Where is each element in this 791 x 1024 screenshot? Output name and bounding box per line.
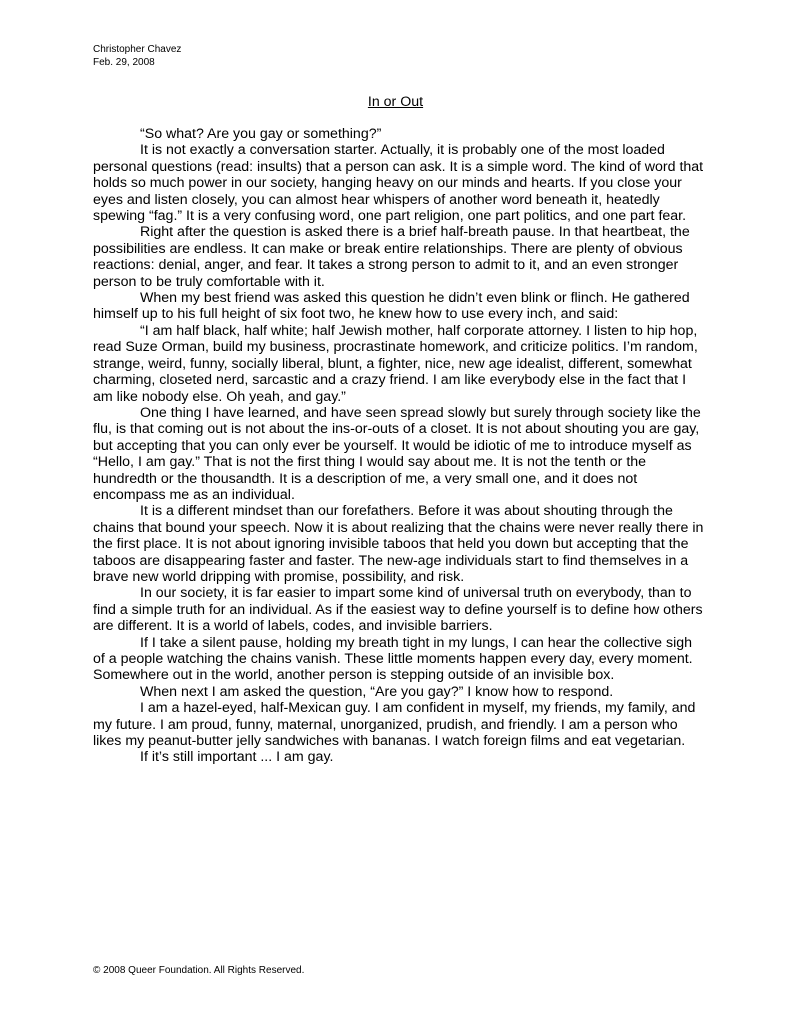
paragraph: If I take a silent pause, holding my breath tight in my lungs, I can hear the collective sigh of a people watching the chains vanish. These little moments happen every day, every moment. Somewhere out in the world, another person is stepping outside of an invisible box. xyxy=(93,634,693,684)
paragraph: “So what? Are you gay or something?” xyxy=(140,126,382,142)
author-name: Christopher Chavez xyxy=(93,44,182,55)
paragraph: One thing I have learned, and have seen spread slowly but surely through society like the flu, is that coming out is not about the ins-or-outs of a closet. It is not about shouting you are gay, but accepting that you can only ever be yourself. It would be idiotic of me to introduce myself as “Hello, I am gay.” That is not the first thing I would say about me. It is not the tenth or the hundredth or the thousandth. It is a description of me, a very small one, and it does not encompass me as an individual. xyxy=(93,404,701,503)
paragraph: It is a different mindset than our forefathers. Before it was about shouting through the chains that bound your speech. Now it is about realizing that the chains were never really there in the first place. It is not about ignoring invisible taboos that held you down but accepting that the taboos are disappearing faster and faster. The new-age individuals start to find themselves in a brave new world dripping with promise, possibility, and risk. xyxy=(93,503,704,585)
paragraph: It is not exactly a conversation starter. Actually, it is probably one of the most loaded personal questions (read: insults) that a person can ask. It is a simple word. The kind of word that holds so much power in our society, hanging heavy on our minds and hearts. If you close your eyes and listen closely, you can almost hear whispers of another word beneath it, heatedly spewing “fag.” It is a very confusing word, one part religion, one part politics, and one part fear. xyxy=(93,142,704,225)
paragraph: I am a hazel-eyed, half-Mexican guy. I am confident in myself, my friends, my family, and my future. I am proud, funny, maternal, unorganized, prudish, and friendly. I am a person who likes my peanut-butter jelly sandwiches with bananas. I watch foreign films and eat vegetarian. xyxy=(93,700,696,750)
document-date: Feb. 29, 2008 xyxy=(93,56,155,68)
document-header xyxy=(93,44,181,69)
copyright-footer: © 2008 Queer Foundation. All Rights Reserved. xyxy=(93,965,305,976)
paragraph: When next I am asked the question, “Are you gay?” I know how to respond. xyxy=(140,683,614,700)
paragraph: In our society, it is far easier to impart some kind of universal truth on everybody, than to find a simple truth for an individual. As if the easiest way to define yourself is to define how others are different. It is a world of labels, codes, and invisible barriers. xyxy=(93,585,703,635)
paragraph: If it’s still important ... I am gay. xyxy=(140,749,334,766)
paragraph: Right after the question is asked there is a brief half-breath pause. In that heartbeat, the possibilities are endless. It can make or break entire relationships. There are plenty of obvious reactions: denial, anger, and fear. It takes a strong person to admit to it, and an even stronger person to be truly comfortable with it. xyxy=(93,224,690,290)
essay-body xyxy=(93,126,705,766)
document-title: In or Out xyxy=(367,94,424,110)
paragraph: “I am half black, half white; half Jewish mother, half corporate attorney. I listen to hip hop, read Suze Orman, build my business, procrastinate homework, and criticize politics. I’m random, strange, weird, funny, socially liberal, blunt, a fighter, nice, new age idealist, different, somewhat charming, closeted nerd, sarcastic and a crazy friend. I am like everybody else in the fact that I am like nobody else. Oh yeah, and gay.” xyxy=(93,322,698,405)
paragraph: When my best friend was asked this question he didn’t even blink or flinch. He gathered himself up to his full height of six foot two, he knew how to use every inch, and said: xyxy=(93,290,690,323)
